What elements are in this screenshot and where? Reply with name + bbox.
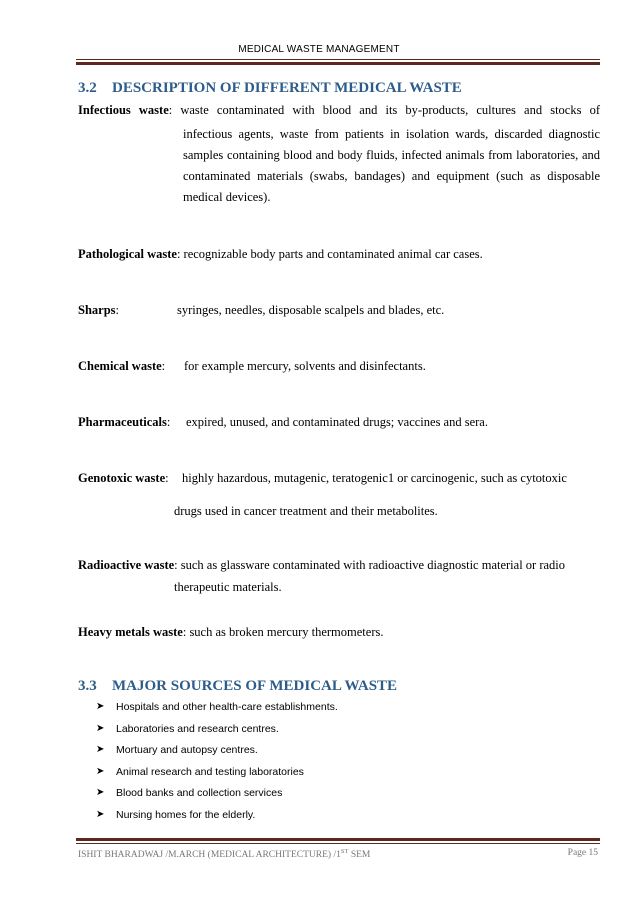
term-pathological: Pathological waste (78, 247, 177, 261)
heavy-metals-entry (78, 625, 383, 639)
pharmaceuticals-entry (78, 415, 170, 429)
radioactive-waste-entry (78, 558, 565, 572)
header-rule-thin (76, 59, 600, 60)
section-number: 3.2 (78, 80, 97, 96)
sharps-colon: : (115, 303, 120, 317)
header-rule-thick (76, 62, 600, 65)
pathological-waste-entry (78, 247, 483, 261)
pathological-text: : recognizable body parts and contaminated animal car cases. (176, 247, 483, 261)
term-genotoxic: Genotoxic waste (78, 471, 166, 485)
section-title: DESCRIPTION OF DIFFERENT MEDICAL WASTE (112, 80, 462, 96)
term-heavy-metals: Heavy metals waste (78, 625, 183, 639)
list-item: ➤ Nursing homes for the elderly. (96, 808, 256, 821)
running-header: MEDICAL WASTE MANAGEMENT (238, 44, 400, 55)
list-item: ➤ Blood banks and collection services (96, 787, 283, 800)
radioactive-line-1: : such as glassware contaminated with radioactive diagnostic material or radio (174, 558, 566, 572)
arrowhead-bullet-icon: ➤ (96, 744, 105, 756)
footer-rule-thick (76, 838, 600, 841)
genotoxic-colon: : (165, 471, 169, 485)
section-heading-3-3 (78, 678, 397, 695)
term-infectious: Infectious waste (78, 103, 169, 117)
term-radioactive: Radioactive waste (78, 558, 175, 572)
chemical-text: for example mercury, solvents and disinfectants. (184, 359, 426, 373)
list-item: ➤ Hospitals and other health-care establishments. (96, 701, 338, 713)
footer-rule-thin (76, 843, 600, 844)
term-pharmaceuticals: Pharmaceuticals (78, 415, 167, 429)
radioactive-line-2: therapeutic materials. (174, 580, 282, 594)
term-chemical: Chemical waste (78, 359, 162, 373)
chemical-colon: : (161, 359, 166, 373)
footer-author: ISHIT BHARADWAJ /M.ARCH (MEDICAL ARCHITECTURE) /1ST SEM (78, 848, 371, 861)
arrowhead-bullet-icon: ➤ (96, 765, 105, 777)
infectious-waste-line (78, 103, 600, 117)
arrowhead-bullet-icon: ➤ (96, 808, 105, 820)
section-number: 3.3 (78, 678, 97, 694)
genotoxic-line-2: drugs used in cancer treatment and their metabolites. (174, 504, 438, 518)
pharmaceuticals-text: expired, unused, and contaminated drugs; vaccines and sera. (186, 415, 488, 429)
page-number: Page 15 (567, 848, 598, 858)
arrowhead-bullet-icon: ➤ (96, 787, 105, 799)
sharps-entry (78, 303, 119, 317)
arrowhead-bullet-icon: ➤ (96, 701, 105, 712)
section-heading-3-2 (78, 80, 462, 97)
list-item: ➤ Mortuary and autopsy centres. (96, 744, 258, 757)
heavy-metals-text: : such as broken mercury thermometers. (182, 625, 384, 639)
infectious-continuation: infectious agents, waste from patients in isolation wards, discarded diagnostic samples containing blood and body fluids, infected animals from laboratories, and contaminated materials (swabs, bandages) and equipment (such as disposable medical devices). (183, 127, 600, 204)
chemical-waste-entry (78, 359, 165, 373)
genotoxic-line-1: highly hazardous, mutagenic, teratogenic1 or carcinogenic, such as cytotoxic (182, 471, 567, 485)
list-item: ➤ Laboratories and research centres. (96, 722, 279, 735)
sharps-text: syringes, needles, disposable scalpels and blades, etc. (177, 303, 445, 317)
genotoxic-waste-entry (78, 471, 169, 485)
section-title: MAJOR SOURCES OF MEDICAL WASTE (112, 678, 398, 694)
list-item: ➤ Animal research and testing laboratories (96, 765, 304, 778)
term-sharps: Sharps (78, 303, 116, 317)
pharmaceuticals-colon: : (166, 415, 171, 429)
sources-list (96, 700, 338, 830)
infectious-first-line: : waste contaminated with blood and its by-products, cultures and stocks of (168, 103, 600, 117)
footer-superscript: ST (340, 848, 349, 855)
arrowhead-bullet-icon: ➤ (96, 722, 105, 734)
